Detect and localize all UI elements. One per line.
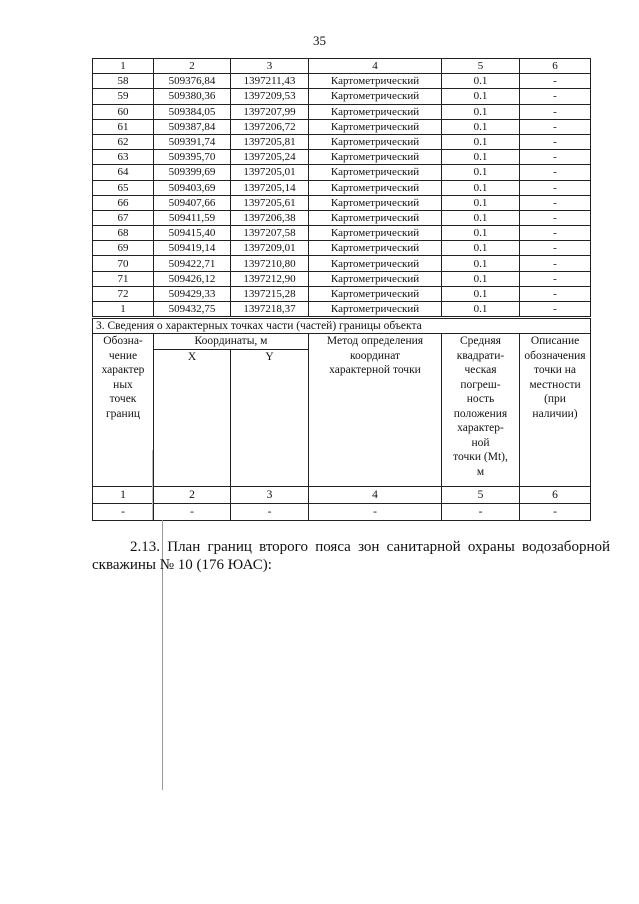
number-cell: 6: [520, 487, 591, 504]
method-header: [309, 334, 442, 487]
table-cell: 1397210,80: [231, 256, 309, 271]
table-cell: Картометрический: [309, 302, 442, 317]
table-cell: 1397205,24: [231, 150, 309, 165]
table-cell: -: [520, 256, 591, 271]
table-cell: -: [520, 210, 591, 225]
table-cell: 0.1: [442, 89, 520, 104]
table-row: [93, 241, 591, 256]
dash-cell: -: [442, 504, 520, 521]
table-cell: -: [520, 226, 591, 241]
error-header: [442, 334, 520, 487]
y-header: Y: [231, 349, 309, 487]
table-row: [93, 134, 591, 149]
table-cell: 0.1: [442, 226, 520, 241]
table-cell: 1: [93, 59, 154, 74]
table-cell: -: [520, 74, 591, 89]
table-cell: 1397218,37: [231, 302, 309, 317]
dash-cell: -: [520, 504, 591, 521]
section3-table: [92, 318, 591, 521]
table-cell: -: [520, 134, 591, 149]
scan-mark: [152, 450, 153, 520]
table-cell: Картометрический: [309, 210, 442, 225]
table-cell: 66: [93, 195, 154, 210]
table-cell: -: [520, 286, 591, 301]
table-cell: 68: [93, 226, 154, 241]
table-cell: 509387,84: [154, 119, 231, 134]
table-cell: 1397205,61: [231, 195, 309, 210]
table-cell: 0.1: [442, 150, 520, 165]
table-cell: 1397205,81: [231, 134, 309, 149]
table-cell: 509422,71: [154, 256, 231, 271]
table-cell: Картометрический: [309, 134, 442, 149]
table-cell: Картометрический: [309, 74, 442, 89]
table-cell: 0.1: [442, 195, 520, 210]
table-cell: 0.1: [442, 180, 520, 195]
page-number: 35: [313, 33, 326, 48]
table-cell: 70: [93, 256, 154, 271]
dash-cell: -: [154, 504, 231, 521]
table-cell: 509376,84: [154, 74, 231, 89]
table-cell: 61: [93, 119, 154, 134]
table-cell: -: [520, 302, 591, 317]
table-cell: 60: [93, 104, 154, 119]
dash-cell: -: [309, 504, 442, 521]
table-row: [93, 195, 591, 210]
table-cell: -: [520, 89, 591, 104]
table-cell: 0.1: [442, 271, 520, 286]
table-cell: 0.1: [442, 302, 520, 317]
table-cell: -: [520, 195, 591, 210]
table-row: [93, 180, 591, 195]
table-cell: 509419,14: [154, 241, 231, 256]
table-cell: 509415,40: [154, 226, 231, 241]
table-cell: 1397205,01: [231, 165, 309, 180]
table-cell: 0.1: [442, 165, 520, 180]
table-cell: 1397207,58: [231, 226, 309, 241]
table-row: [93, 226, 591, 241]
table-cell: 509384,05: [154, 104, 231, 119]
paragraph-line: 2.13. План границ второго пояса зон санитарной охраны водозаборной: [130, 539, 610, 555]
table-cell: 1397206,38: [231, 210, 309, 225]
section-paragraph: [92, 538, 610, 574]
table-cell: Картометрический: [309, 119, 442, 134]
section3-title: 3. Сведения о характерных точках части (частей) границы объекта: [93, 319, 591, 334]
table-cell: 64: [93, 165, 154, 180]
table-cell: 509380,36: [154, 89, 231, 104]
table-cell: 509432,75: [154, 302, 231, 317]
table-cell: 509395,70: [154, 150, 231, 165]
table-cell: 0.1: [442, 256, 520, 271]
table-cell: 69: [93, 241, 154, 256]
table-cell: 58: [93, 74, 154, 89]
table-cell: Картометрический: [309, 271, 442, 286]
table-cell: 509399,69: [154, 165, 231, 180]
table-cell: 5: [442, 59, 520, 74]
table-cell: 0.1: [442, 119, 520, 134]
table-cell: 0.1: [442, 134, 520, 149]
table-row: [93, 271, 591, 286]
description-header-text: Описание обозначения точки на местности (при наличии): [524, 335, 586, 420]
table-cell: 1397206,72: [231, 119, 309, 134]
table-cell: 509391,74: [154, 134, 231, 149]
table-cell: -: [520, 150, 591, 165]
table-cell: 1397209,53: [231, 89, 309, 104]
table-cell: Картометрический: [309, 226, 442, 241]
table-cell: 63: [93, 150, 154, 165]
table-cell: 62: [93, 134, 154, 149]
table-cell: Картометрический: [309, 241, 442, 256]
table-cell: 509403,69: [154, 180, 231, 195]
table-row: [93, 210, 591, 225]
table-cell: 1397212,90: [231, 271, 309, 286]
number-cell: 4: [309, 487, 442, 504]
table-cell: 2: [154, 59, 231, 74]
table-cell: Картометрический: [309, 165, 442, 180]
table-cell: -: [520, 104, 591, 119]
table-row: [93, 89, 591, 104]
table-cell: 71: [93, 271, 154, 286]
number-cell: 2: [154, 487, 231, 504]
table-cell: 4: [309, 59, 442, 74]
table-cell: Картометрический: [309, 180, 442, 195]
table-cell: 509411,59: [154, 210, 231, 225]
table-cell: 1397215,28: [231, 286, 309, 301]
table-cell: 1397207,99: [231, 104, 309, 119]
table-header-row: [93, 59, 591, 74]
table-cell: 0.1: [442, 74, 520, 89]
table-cell: Картометрический: [309, 286, 442, 301]
table-cell: Картометрический: [309, 195, 442, 210]
table-cell: 6: [520, 59, 591, 74]
table-cell: 509407,66: [154, 195, 231, 210]
number-cell: 1: [93, 487, 154, 504]
description-header: [520, 334, 591, 487]
table-row: [93, 256, 591, 271]
table-cell: 1397209,01: [231, 241, 309, 256]
table-row: [93, 286, 591, 301]
table-cell: 509429,33: [154, 286, 231, 301]
col-designation-header: [93, 334, 154, 487]
table-cell: -: [520, 119, 591, 134]
table-cell: -: [520, 241, 591, 256]
table-row: [93, 119, 591, 134]
table-cell: 72: [93, 286, 154, 301]
table-row: [93, 104, 591, 119]
table-cell: 0.1: [442, 104, 520, 119]
coords-header: Координаты, м: [154, 334, 309, 350]
table-row: [93, 74, 591, 89]
col-designation-text: Обозна- чение характер ных точек границ: [101, 335, 145, 420]
error-header-text: Средняя квадрати- ческая погреш- ность положения характер- ной точки (Mt), м: [453, 335, 508, 478]
table-cell: -: [520, 165, 591, 180]
table-cell: 509426,12: [154, 271, 231, 286]
table-cell: 0.1: [442, 241, 520, 256]
method-header-text: Метод определения координат характерной точки: [326, 335, 424, 376]
number-cell: 3: [231, 487, 309, 504]
table-cell: 0.1: [442, 286, 520, 301]
x-header: X: [154, 349, 231, 487]
paragraph-line: скважины № 10 (176 ЮАС):: [92, 557, 272, 573]
table-cell: Картометрический: [309, 89, 442, 104]
table-cell: 3: [231, 59, 309, 74]
table-cell: 59: [93, 89, 154, 104]
table-cell: 67: [93, 210, 154, 225]
number-cell: 5: [442, 487, 520, 504]
table-row: [93, 165, 591, 180]
table-cell: 65: [93, 180, 154, 195]
table-cell: -: [520, 180, 591, 195]
table-cell: 1: [93, 302, 154, 317]
table-cell: 1397205,14: [231, 180, 309, 195]
table-cell: 0.1: [442, 210, 520, 225]
table-cell: Картометрический: [309, 256, 442, 271]
dash-cell: -: [93, 504, 154, 521]
dash-cell: -: [231, 504, 309, 521]
table-cell: -: [520, 271, 591, 286]
table-row: [93, 150, 591, 165]
table-row: [93, 302, 591, 317]
table-cell: 1397211,43: [231, 74, 309, 89]
table-cell: Картометрический: [309, 150, 442, 165]
coordinates-table: [92, 58, 591, 317]
table-cell: Картометрический: [309, 104, 442, 119]
